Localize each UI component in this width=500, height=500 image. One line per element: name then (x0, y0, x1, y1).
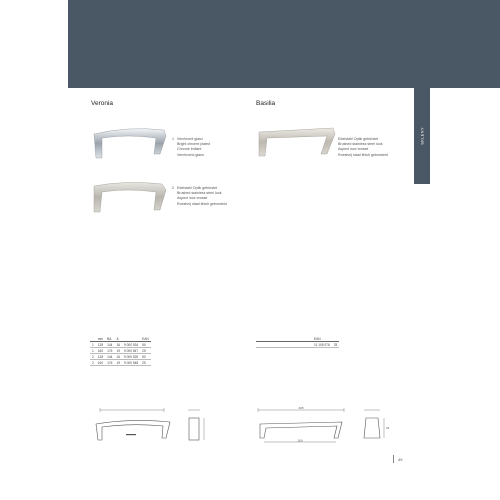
cell: 9 000 548 (123, 360, 139, 365)
cell: 176 (107, 360, 113, 365)
cell: 25 (140, 348, 151, 354)
cell: 50 (140, 354, 151, 360)
side-tab (414, 88, 430, 184)
product-title-basilia: Basilia (256, 100, 276, 107)
cell: 25 (333, 342, 338, 347)
veronia-spec-table (90, 336, 151, 366)
height-label: 34 (386, 426, 390, 430)
veronia-item1-description (177, 137, 210, 158)
desc-line: Brushed stainless steel look (177, 191, 222, 196)
desc-line: Roestvrij staal finish geborsteld (338, 152, 388, 157)
product-title-veronia: Veronia (91, 100, 114, 107)
page-number: 49 (398, 457, 403, 462)
cell: 128 (97, 342, 104, 347)
item2-number: 2 (172, 186, 174, 190)
table-row (90, 360, 151, 366)
basilia-handle-image (255, 124, 339, 160)
desc-line: Aspect inox brossé (177, 196, 208, 201)
cell: 160 (97, 360, 104, 365)
page-number-divider (393, 455, 394, 463)
length-top-label: 205 (298, 406, 304, 410)
desc-line: Roestvrij staal finish geborsteld (177, 201, 227, 206)
header-cell: BA (105, 336, 114, 342)
desc-line: Verchromt glanz (177, 137, 203, 141)
cell: 11 105 076 (314, 342, 330, 347)
cell: 19 (116, 348, 120, 353)
veronia-steel-handle-image (90, 176, 170, 214)
header-cell: EAN (142, 336, 149, 341)
cell: 50 (140, 342, 151, 348)
veronia-chrome-handle-image (88, 124, 170, 164)
table-row (256, 342, 339, 348)
cell: 144 (107, 354, 113, 359)
basilia-side-drawing (358, 404, 390, 444)
header-cell: mm (96, 336, 105, 342)
cell: 16 (116, 354, 120, 359)
cell: 9 000 525 (123, 354, 139, 359)
header-banner (68, 0, 500, 88)
desc-line: Brushed stainless steel look (338, 142, 383, 147)
cell (256, 342, 312, 348)
desc-line: Edelstahl Optik gebürstet (177, 186, 218, 190)
veronia-item2-description (177, 186, 227, 207)
cell: 16 (116, 342, 120, 347)
desc-line: Edelstahl Optik gebürstet (338, 137, 379, 141)
cell: 160 (97, 348, 104, 353)
cell: 19 (116, 360, 120, 365)
length-bottom-label: 160 (297, 438, 303, 443)
cell: 1 (92, 342, 94, 347)
veronia-side-drawing (182, 404, 212, 444)
desc-line: Verchromd glans (177, 152, 204, 157)
cell: 25 (140, 360, 151, 366)
side-tab-label: SKLENY (419, 127, 425, 145)
basilia-item1-description (338, 137, 388, 158)
desc-line: Aspect inox brossé (338, 147, 369, 152)
cell: 128 (97, 354, 104, 359)
desc-line: Chromé brillant (177, 147, 202, 152)
item1-number: 1 (172, 137, 174, 141)
desc-line: Bright chrome plated (177, 142, 211, 147)
basilia-front-drawing (254, 404, 350, 444)
cell: 9 000 547 (123, 348, 139, 353)
header-cell: A (114, 336, 122, 342)
veronia-front-drawing (90, 404, 176, 444)
cell: 176 (107, 348, 113, 353)
cell: 2 (92, 360, 94, 365)
header-cell: EAN (312, 336, 339, 342)
basilia-spec-table (256, 336, 339, 348)
cell: 144 (107, 342, 113, 347)
cell: 1 (92, 348, 94, 353)
cell: 9 000 534 (123, 342, 139, 347)
cell: 2 (92, 354, 94, 359)
